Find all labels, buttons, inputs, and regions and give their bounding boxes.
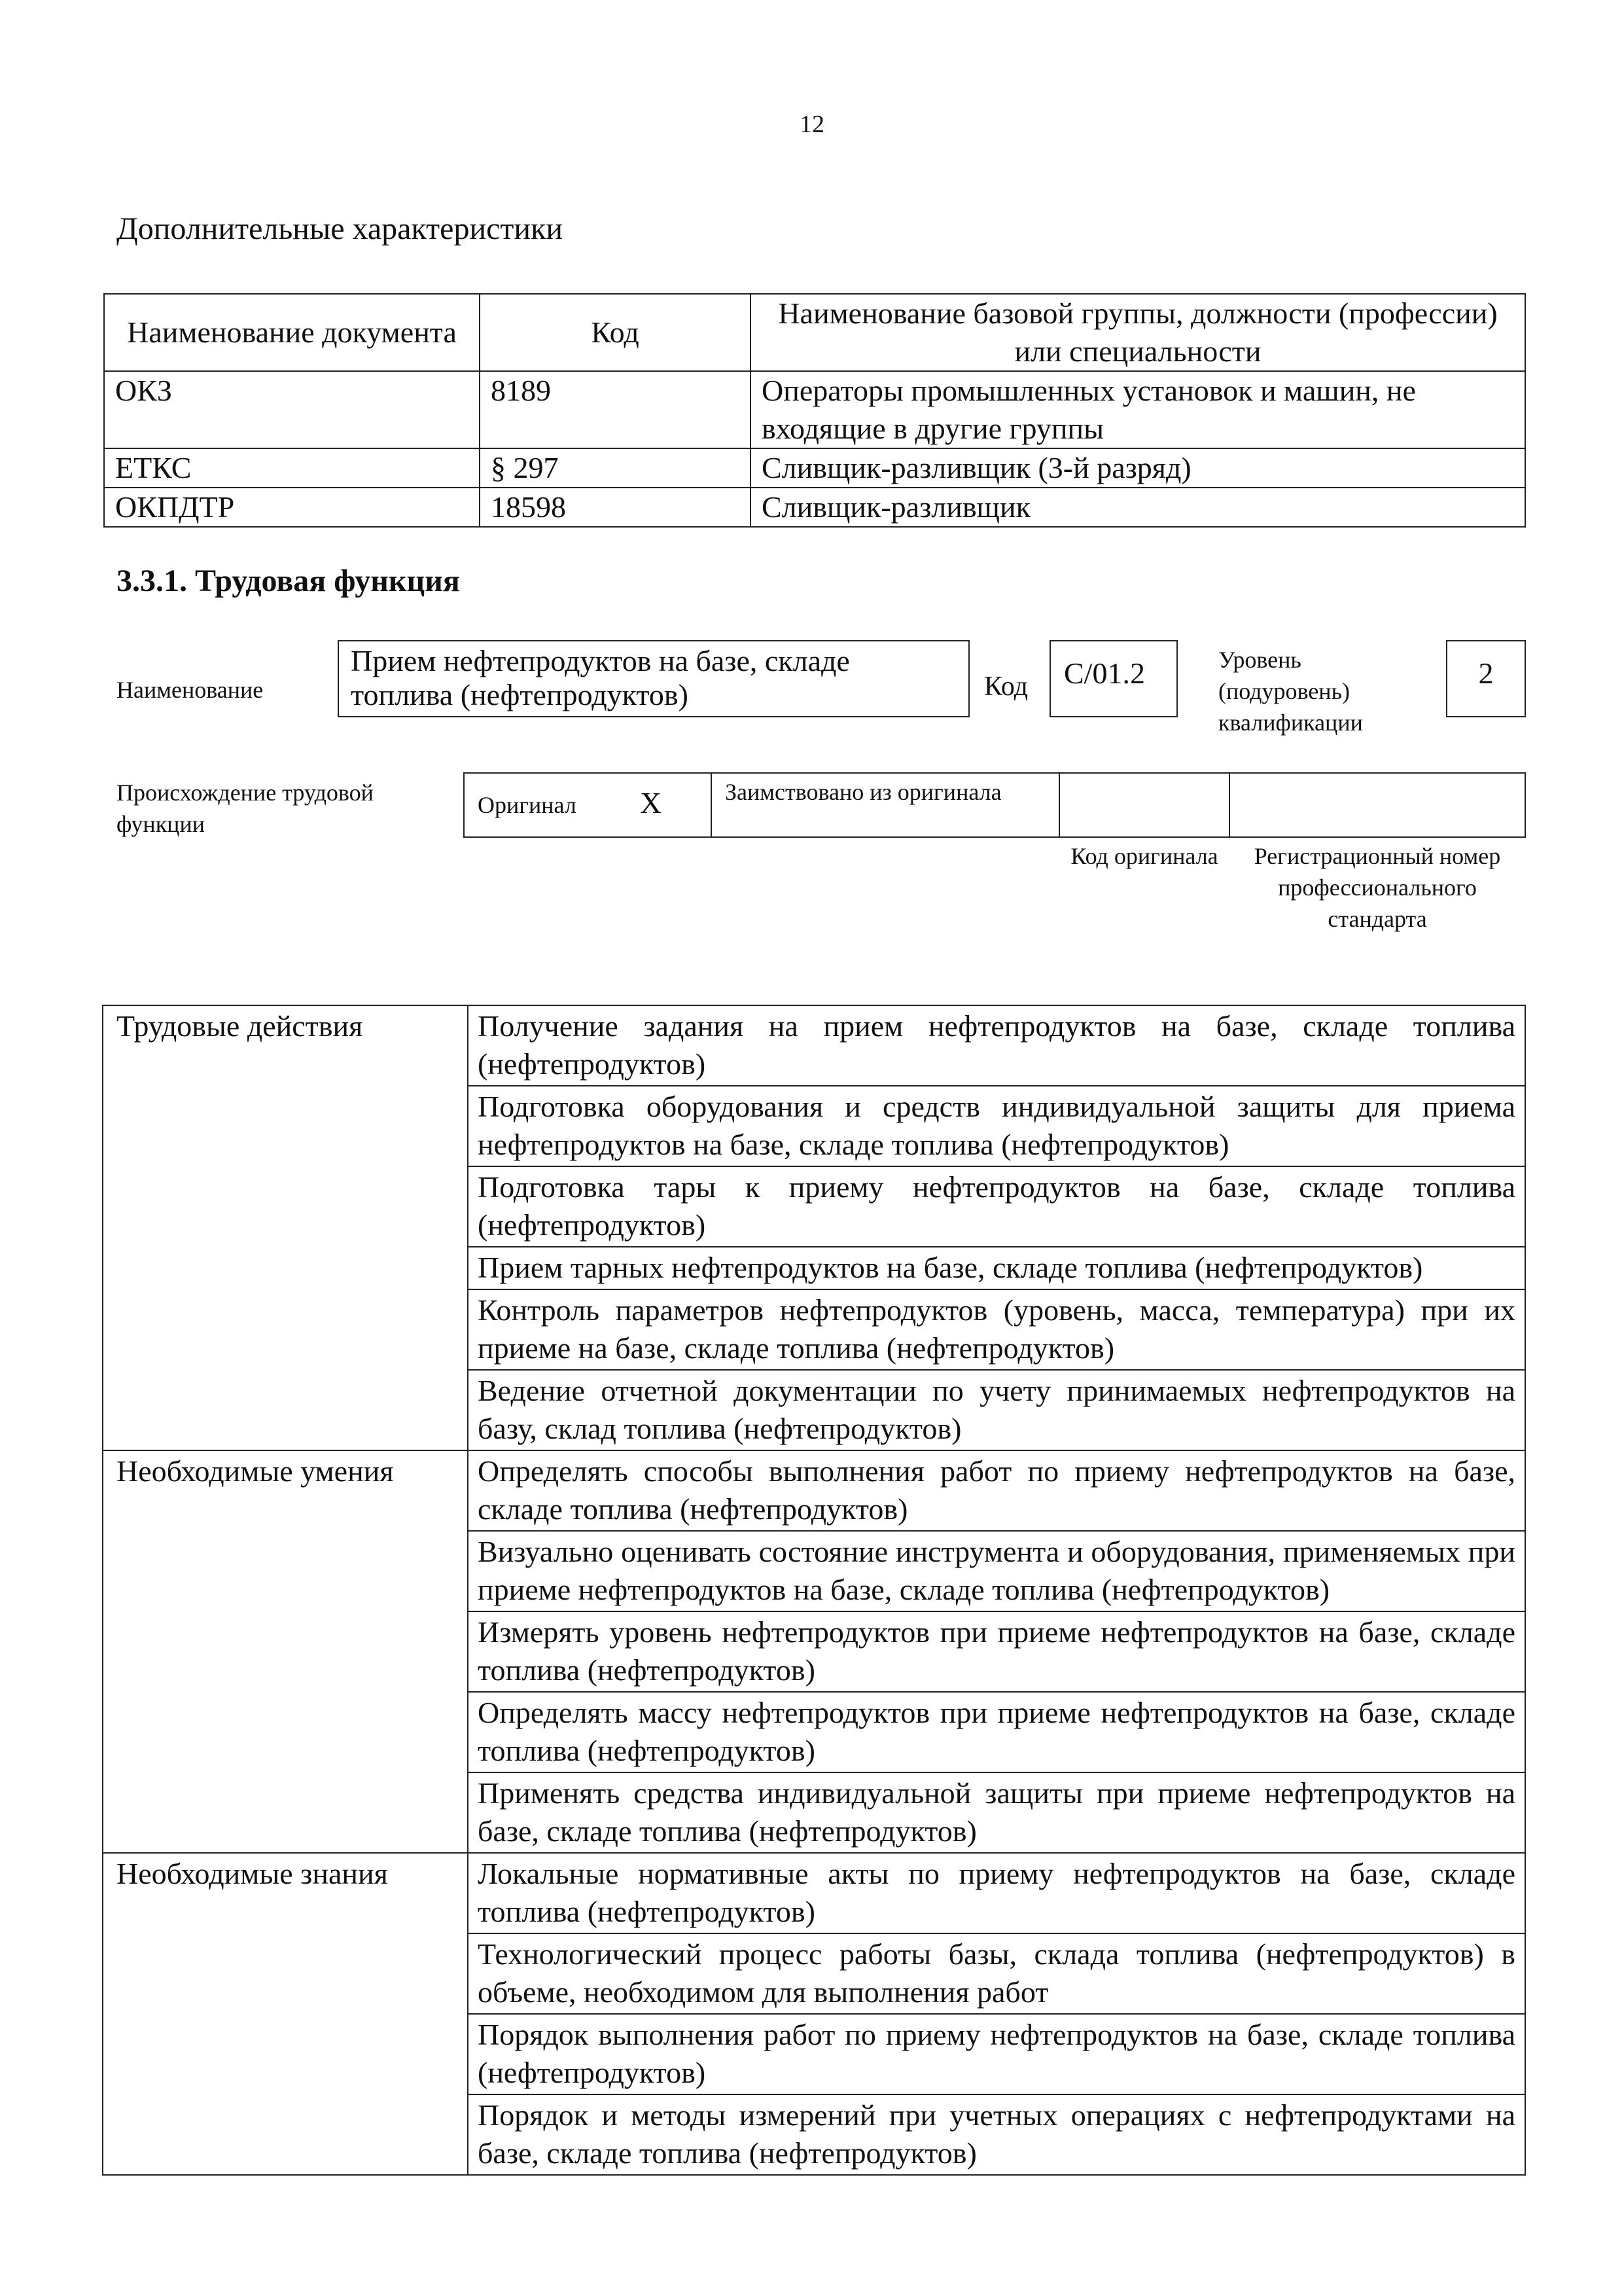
header-document: Наименование документа (104, 294, 480, 371)
action-item: Подготовка оборудования и средств индивидуальной защиты для приема нефтепродуктов на базе, складе топлива (нефтепродуктов) (468, 1086, 1525, 1166)
level-value-box: 2 (1446, 640, 1526, 717)
row-group: Сливщик-разливщик (3-й разряд) (750, 448, 1525, 488)
skill-item: Измерять уровень нефтепродуктов при приеме нефтепродуктов на базе, складе топлива (нефтепродуктов) (468, 1611, 1525, 1692)
action-item: Получение задания на прием нефтепродуктов на базе, складе топлива (нефтепродуктов) (468, 1005, 1525, 1086)
table-row (103, 1853, 1525, 1933)
action-item: Подготовка тары к приему нефтепродуктов на базе, складе топлива (нефтепродуктов) (468, 1166, 1525, 1247)
row-doc: ОКЗ (104, 371, 480, 448)
knowledge-item: Технологический процесс работы базы, склада топлива (нефтепродуктов) в объеме, необходимом для выполнения работ (468, 1933, 1525, 2014)
row-doc: ЕТКС (104, 448, 480, 488)
table-row (104, 488, 1525, 527)
original-code-caption: Код оригинала (1070, 843, 1218, 869)
original-cell (463, 772, 712, 838)
action-item: Прием тарных нефтепродуктов на базе, складе топлива (нефтепродуктов) (468, 1247, 1525, 1289)
row-doc: ОКПДТР (104, 488, 480, 527)
table-row (103, 1005, 1525, 1086)
category-knowledge: Необходимые знания (103, 1853, 468, 2175)
row-group: Операторы промышленных установок и машин, не входящие в другие группы (750, 371, 1525, 448)
row-code: 8189 (480, 371, 750, 448)
action-item: Контроль параметров нефтепродуктов (уровень, масса, температура) при их приеме на базе, складе топлива (нефтепродуктов) (468, 1289, 1525, 1370)
page-number: 12 (800, 111, 824, 138)
header-code: Код (480, 294, 750, 371)
action-item: Ведение отчетной документации по учету принимаемых нефтепродуктов на базу, склад топлива (нефтепродуктов) (468, 1370, 1525, 1450)
function-heading: 3.3.1. Трудовая функция (116, 564, 460, 598)
knowledge-item: Локальные нормативные акты по приему нефтепродуктов на базе, складе топлива (нефтепродуктов) (468, 1853, 1525, 1933)
table-row (104, 371, 1525, 448)
knowledge-item: Порядок и методы измерений при учетных операциях с нефтепродуктами на базе, складе топлива (нефтепродуктов) (468, 2094, 1525, 2175)
original-label: Оригинал (478, 792, 576, 818)
header-group: Наименование базовой группы, должности (профессии) или специальности (750, 294, 1525, 371)
function-code-box: C/01.2 (1050, 640, 1178, 717)
table-row (104, 448, 1525, 488)
level-label: Уровень (подуровень) квалификации (1218, 647, 1363, 736)
skill-item: Визуально оценивать состояние инструмента и оборудования, применяемых при приеме нефтепродуктов на базе, складе топлива (нефтепродуктов) (468, 1531, 1525, 1611)
borrowed-cell: Заимствовано из оригинала (711, 772, 1060, 838)
characteristics-table (103, 293, 1526, 528)
function-name-box: Прием нефтепродуктов на базе, складе топлива (нефтепродуктов) (338, 640, 970, 717)
origin-label: Происхождение трудовой функции (116, 780, 374, 837)
labor-table (102, 1005, 1526, 2176)
row-group: Сливщик-разливщик (750, 488, 1525, 527)
skill-item: Определять способы выполнения работ по приему нефтепродуктов на базе, складе топлива (нефтепродуктов) (468, 1450, 1525, 1531)
name-label: Наименование (116, 677, 264, 703)
knowledge-item: Порядок выполнения работ по приему нефтепродуктов на базе, складе топлива (нефтепродуктов) (468, 2014, 1525, 2094)
registration-number-caption: Регистрационный номер профессионального стандарта (1254, 843, 1501, 932)
code-label: Код (984, 672, 1029, 702)
skill-item: Применять средства индивидуальной защиты при приеме нефтепродуктов на базе, складе топлива (нефтепродуктов) (468, 1772, 1525, 1853)
table-row (103, 1450, 1525, 1531)
skill-item: Определять массу нефтепродуктов при приеме нефтепродуктов на базе, складе топлива (нефтепродуктов) (468, 1692, 1525, 1772)
original-mark: X (640, 786, 662, 819)
row-code: § 297 (480, 448, 750, 488)
section-title: Дополнительные характеристики (116, 211, 563, 246)
registration-number-cell (1229, 772, 1526, 838)
category-skills: Необходимые умения (103, 1450, 468, 1853)
original-code-cell (1059, 772, 1230, 838)
category-actions: Трудовые действия (103, 1005, 468, 1450)
row-code: 18598 (480, 488, 750, 527)
table-header-row (104, 294, 1525, 371)
